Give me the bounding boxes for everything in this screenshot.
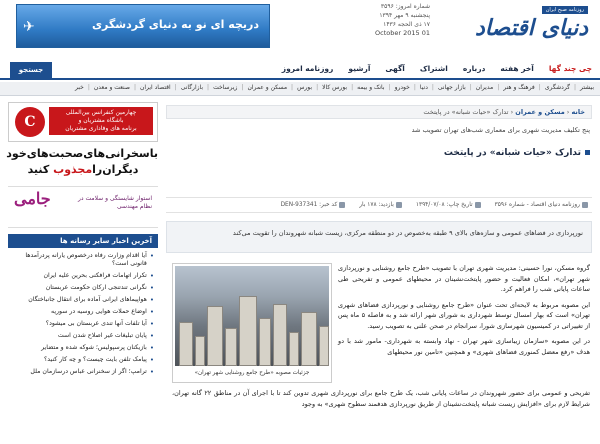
speech-ad-part: دیگران‌را [92, 163, 139, 176]
building-shape [239, 296, 257, 366]
news-link[interactable]: تکرار اتهامات فرافکنی بحرین علیه ایران [43, 272, 147, 279]
top-menu-item-subscription[interactable]: اشتراک [419, 64, 448, 73]
building-shape [301, 312, 317, 366]
section-item-industry[interactable]: صنعت و معدن [93, 84, 130, 91]
article-title-text: تدارک «حیات شبانه» در پایتخت [443, 148, 581, 158]
menu-separator: | [388, 84, 391, 91]
speech-ad-line2 [8, 162, 158, 178]
meta-date-text: تاریخ چاپ: ۱۳۹۴/۰۷/۰۸ [415, 202, 473, 208]
menu-separator: | [316, 84, 319, 91]
breadcrumb-current: تدارک «حیات شبانه» در پایتخت [423, 108, 509, 116]
list-item[interactable] [8, 342, 158, 354]
meta-source [495, 198, 588, 212]
sidebar-ad-jami[interactable] [8, 186, 158, 228]
bullet-icon: • [149, 356, 154, 364]
bullet-icon: • [149, 320, 154, 328]
list-item[interactable] [8, 294, 158, 306]
list-item[interactable] [8, 306, 158, 318]
jami-description: استوار شایستگی و سلامت در نظام مهندسی [78, 195, 152, 210]
list-item[interactable] [8, 366, 158, 378]
breadcrumb-separator: ‹ [510, 108, 514, 116]
top-menu-item-weekend[interactable]: آخر هفته [500, 64, 534, 73]
news-link[interactable]: اوضاع حملات هوایی روسیه در سوریه [51, 308, 147, 315]
list-item[interactable] [8, 318, 158, 330]
breadcrumb [166, 105, 592, 119]
top-menu-item-archive[interactable]: آرشیو [348, 64, 371, 73]
section-item-managers[interactable]: مدیران [475, 84, 494, 91]
article-body-continued: تفریحی و عمومی برای حضور شهروندان در ساعات پایانی شب، یک طرح جامع برای نورپردازی شهری تدوین کند تا با اجرای آن در مناطق ۲۲ گانه تهران، شرایط لازم برای «افزایش زیست شبانه پایتخت‌نشینان از طریق نورپردازی هدفمند سطوح شهری» به وجود [172, 389, 590, 408]
building-shape [207, 306, 223, 366]
meta-code-value: DEN-937341 [280, 202, 318, 208]
news-link[interactable]: ترامپ؛ اگر از سخنرانی عباس درسازمان ملل [30, 368, 147, 375]
list-item[interactable] [8, 250, 158, 270]
breadcrumb-home[interactable]: خانه [571, 108, 585, 116]
bullet-icon: • [149, 272, 154, 280]
list-item[interactable] [8, 330, 158, 342]
article-meta [166, 197, 592, 213]
building-shape [319, 326, 329, 366]
section-item-more[interactable]: بیشتر [580, 84, 594, 91]
section-item-stock[interactable]: بورس [297, 84, 313, 91]
site-logo[interactable] [438, 6, 588, 44]
bullet-icon: • [149, 308, 154, 316]
news-link[interactable]: نگرانی تندتنجی ارکان حکومت عربستان [45, 284, 147, 291]
news-link[interactable]: آیا تلفات آنها تندی عربستان بی میشود؟ [45, 320, 147, 327]
sidebar [8, 102, 158, 444]
conference-logo: C [15, 107, 45, 137]
date-en: 01 October 2015 [375, 29, 430, 37]
calendar-icon [475, 202, 481, 208]
date-fa: پنجشنبه ۹ مهر ۱۳۹۴ [379, 12, 430, 19]
meta-print-date [416, 198, 481, 212]
meta-source-text: روزنامه دنیای اقتصاد - شماره ۳۵۹۶ [494, 202, 580, 208]
code-icon [339, 202, 345, 208]
other-media-news-list [8, 250, 158, 378]
conference-line: برنامه های وفاداری مشتریان [65, 125, 137, 132]
building-shape [179, 322, 193, 366]
figure-caption: جزئیات مصوبه «طرح جامع روشنایی شهر تهران» [194, 370, 310, 376]
menu-separator: | [413, 84, 416, 91]
speech-ad-part: کنید [27, 163, 50, 176]
article-paragraph: گروه مسکن، نورا حسینی: مدیریت شهری تهران با تصویب «طرح جامع روشنایی و نورپردازی شهر تهران»، امکان فعالیت و حضور پایتخت‌نشینان در محیطهای عمومی و تفریحی طی ساعات پایانی شب را فراهم کرد. [338, 264, 590, 293]
section-menu-items [75, 84, 594, 91]
section-item-housing[interactable]: مسکن و عمران [247, 84, 288, 91]
menu-separator: | [538, 84, 541, 91]
top-menu-item-ads[interactable]: آگهی [385, 64, 405, 73]
article-summary: نورپردازی در فضاهای عمومی و سازه‌های بالای ۹ طبقه به‌خصوص در دو منطقه مرکزی، زیست شبانه شهروندان را تقویت می‌کند [166, 221, 592, 253]
banner-text: دریچه ای نو به دنیای گردشگری [91, 18, 259, 31]
menu-separator: | [469, 84, 472, 91]
section-item-banking[interactable]: بانک و بیمه [357, 84, 385, 91]
meta-views-text: بازدید: ۱۷۸ بار [359, 202, 394, 208]
meta-views [359, 198, 402, 212]
building-shape [225, 328, 237, 366]
news-link[interactable]: پیامک تلفن بایت چیست؟ و چه کار کنید؟ [44, 356, 147, 363]
article-body [338, 263, 590, 362]
article-lead: پنج تکلیف مدیریت شهری برای معماری شب‌های تهران تصویب شد [411, 126, 590, 134]
top-menu [0, 61, 600, 80]
list-item[interactable] [8, 270, 158, 282]
news-link[interactable]: پایان تبلیغات غیر اصلاح شدن است [57, 332, 147, 339]
menu-separator: | [574, 84, 577, 91]
section-item-world[interactable]: دنیا [419, 84, 428, 91]
breadcrumb-separator: ‹ [566, 108, 570, 116]
bullet-icon: • [149, 252, 154, 260]
article-paragraph: این مصوبه مربوط به لایحه‌ای تحت عنوان «طرح جامع روشنایی و نورپردازی فضاهای شهری تهران» است که بهار امسال توسط شهرداری به شورای شهر ارائه شد و به فاصله ۵ ماه پس از تغییراتی در کمیسیون شهرسازی شورا، سرانجام در صحن علنی به تصویب رسید. [338, 300, 590, 330]
jami-logo: جامی [14, 189, 51, 208]
other-media-news-title: آخرین اخبار سایر رسانه ها [8, 234, 158, 248]
section-item-tourism[interactable]: گردشگری [544, 84, 570, 91]
bullet-icon: • [149, 344, 154, 352]
menu-separator: | [291, 84, 294, 91]
section-item-infrastructure[interactable]: زیرساخت [213, 84, 238, 91]
menu-separator: | [351, 84, 354, 91]
menu-separator: | [241, 84, 244, 91]
conference-line: چهارمین کنفرانس بین‌المللی [65, 109, 137, 116]
logo-name: دنیای اقتصاد [475, 15, 588, 41]
site-header [0, 0, 600, 58]
article-title [170, 148, 590, 158]
header-date-info [290, 2, 430, 38]
issue-number: شماره امروز: ۳۵۹۶ [380, 3, 430, 10]
building-shape [289, 332, 299, 366]
news-link[interactable]: هواپیماهای ایرانی آماده برای انتقال جانباختگان [28, 296, 147, 303]
airplane-icon: ✈ [23, 19, 35, 35]
top-menu-item-today[interactable]: روزنامه امروز [281, 64, 334, 73]
conference-line: باشگاه مشتریان و [78, 117, 124, 124]
section-item-commodity[interactable]: بورس کالا [322, 84, 348, 91]
sidebar-ad-speech[interactable] [8, 146, 158, 182]
list-item[interactable] [8, 354, 158, 366]
menu-separator: | [431, 84, 434, 91]
section-item-global-market[interactable]: بازار جهانی [437, 84, 466, 91]
menu-separator: | [87, 84, 90, 91]
speech-ad-line1: باسخرانی‌های‌صحبت‌های‌خود [6, 147, 158, 160]
list-item[interactable] [8, 282, 158, 294]
header-banner-ad[interactable] [16, 4, 270, 48]
top-menu-item-prices[interactable]: چی چند گها [548, 64, 592, 73]
menu-separator: | [133, 84, 136, 91]
section-menu [0, 82, 600, 96]
meta-code [281, 198, 346, 212]
article-main [166, 102, 592, 444]
top-menu-items [282, 64, 592, 73]
menu-separator: | [497, 84, 500, 91]
top-menu-item-about[interactable]: درباره [462, 64, 486, 73]
breadcrumb-section[interactable]: مسکن و عمران [515, 108, 565, 116]
bullet-icon: • [149, 296, 154, 304]
building-shape [273, 304, 287, 366]
bullet-icon: • [149, 284, 154, 292]
menu-separator: | [207, 84, 210, 91]
article-figure[interactable] [172, 263, 332, 383]
conference-ad-text [49, 107, 153, 135]
meta-code-label: کد خبر: [319, 202, 338, 208]
news-link[interactable]: بازیکنان پرسپولیس؛ شوکه شده و متضایر [41, 344, 147, 351]
section-item-culture[interactable]: فرهنگ و هنر [503, 84, 535, 91]
menu-separator: | [174, 84, 177, 91]
section-item-commerce[interactable]: بازارگانی [180, 84, 204, 91]
article-paragraph: در این مصوبه «سازمان زیباسازی شهر تهران - نهاد وابسته به شهرداری- مامور شد با دو هدف «رفع معضل کمنوری فضاهای شهری» و همچنین «تامین نور محیطهای [338, 337, 590, 356]
bullet-icon: • [149, 368, 154, 376]
date-hijri: ۱۷ ذی الحجه ۱۴۳۶ [383, 21, 430, 28]
title-marker-icon [585, 150, 590, 155]
city-photo [175, 266, 329, 366]
sidebar-ad-conference[interactable] [8, 102, 158, 142]
building-shape [195, 336, 205, 366]
section-item-news[interactable]: خبر [75, 84, 84, 91]
logo-tagline: روزنامه صبح ایران [542, 6, 588, 14]
search-button[interactable]: جستجو [10, 62, 52, 78]
newspaper-icon [582, 202, 588, 208]
section-item-auto[interactable]: خودرو [394, 84, 410, 91]
eye-icon [396, 202, 402, 208]
section-item-iran-economy[interactable]: اقتصاد ایران [139, 84, 171, 91]
bullet-icon: • [149, 332, 154, 340]
building-shape [259, 318, 271, 366]
speech-ad-highlight: مجذوب [53, 163, 93, 176]
news-link[interactable]: آیا اقدام وزارت رفاه درخصوص یارانه پردرآمدها قانونی است؟ [25, 252, 147, 267]
